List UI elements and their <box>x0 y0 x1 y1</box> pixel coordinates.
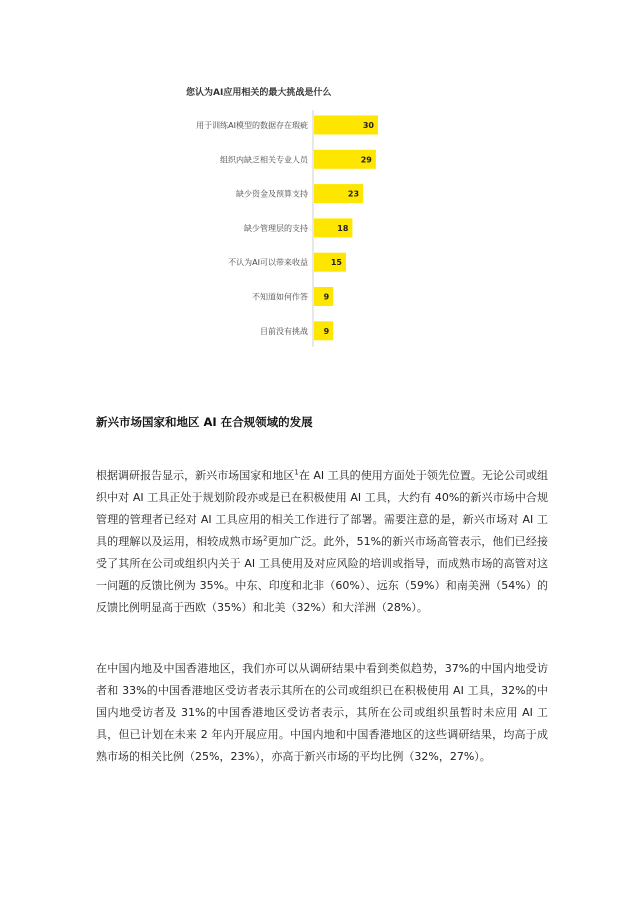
paragraph-china-region: 在中国内地及中国香港地区，我们亦可以从调研结果中看到类似趋势，37%的中国内地受访者和 33%的中国香港地区受访者表示其所在的公司或组织已在积极使用 AI 工具，32%的中国内地受访者及 31%的中国香港地区受访者表示，其所在公司或组织虽暂时未应用 AI 工具，但已计划在未来 2 年内开展应用。中国内地和中国香港地区的这些调研结果，均高于成熟市场的相关比例（25%，23%），亦高于新兴市场的平均比例（32%，27%）。 <box>96 662 548 763</box>
value-label: 9 <box>323 326 330 336</box>
chart-title: 您认为AI应用相关的最大挑战是什么 <box>186 88 332 98</box>
paragraph-text: 更加广泛。此外，51%的新兴市场高管表示，他们已经接受了其所在公司或组织内关于 AI 工具使用及对应风险的培训或指导，而成熟市场的高管对这一问题的反馈比例为 35%。中东、印度和北非（60%）、远东（59%）和南美洲（54%）的反馈比例明显高于西欧（35%）和北美（32%）和大洋洲（28%）。 <box>96 535 548 614</box>
paragraph-text: 在 AI 工具的使用方面处于领先位置。无论公司或组织中对 AI 工具正处于规划阶段亦或是已在积极使用 AI 工具，大约有 40%的新兴市场中合规管理的管理者已经对 AI 工具应用的相关工作进行了部署。需要注意的是，新兴市场对 AI 工具的理解以及运用，相较成熟市场 <box>96 469 549 548</box>
value-label: 9 <box>323 292 330 302</box>
value-label: 23 <box>347 189 360 199</box>
paragraph-text: 根据调研报告显示，新兴市场国家和地区 <box>96 469 295 482</box>
category-label: 缺少管理层的支持 <box>244 223 308 233</box>
footnote-marker: 1 <box>294 468 299 477</box>
value-label: 15 <box>330 258 342 268</box>
category-label: 缺少资金及预算支持 <box>236 189 308 199</box>
category-label: 组织内缺乏相关专业人员 <box>220 155 308 165</box>
challenges-bar-chart <box>0 0 640 360</box>
value-label: 30 <box>362 121 374 130</box>
paragraph-emerging-markets <box>96 465 548 619</box>
category-label: 不认为AI可以带来收益 <box>228 258 308 268</box>
footnote-marker: 2 <box>262 534 268 543</box>
category-label: 目前没有挑战 <box>260 326 308 336</box>
category-label: 不知道如何作答 <box>252 292 308 302</box>
section-heading: 新兴市场国家和地区 AI 在合规领域的发展 <box>96 415 313 429</box>
category-label: 用于训练AI模型的数据存在瑕疵 <box>196 121 308 130</box>
value-label: 18 <box>337 223 349 233</box>
value-label: 29 <box>360 155 372 165</box>
